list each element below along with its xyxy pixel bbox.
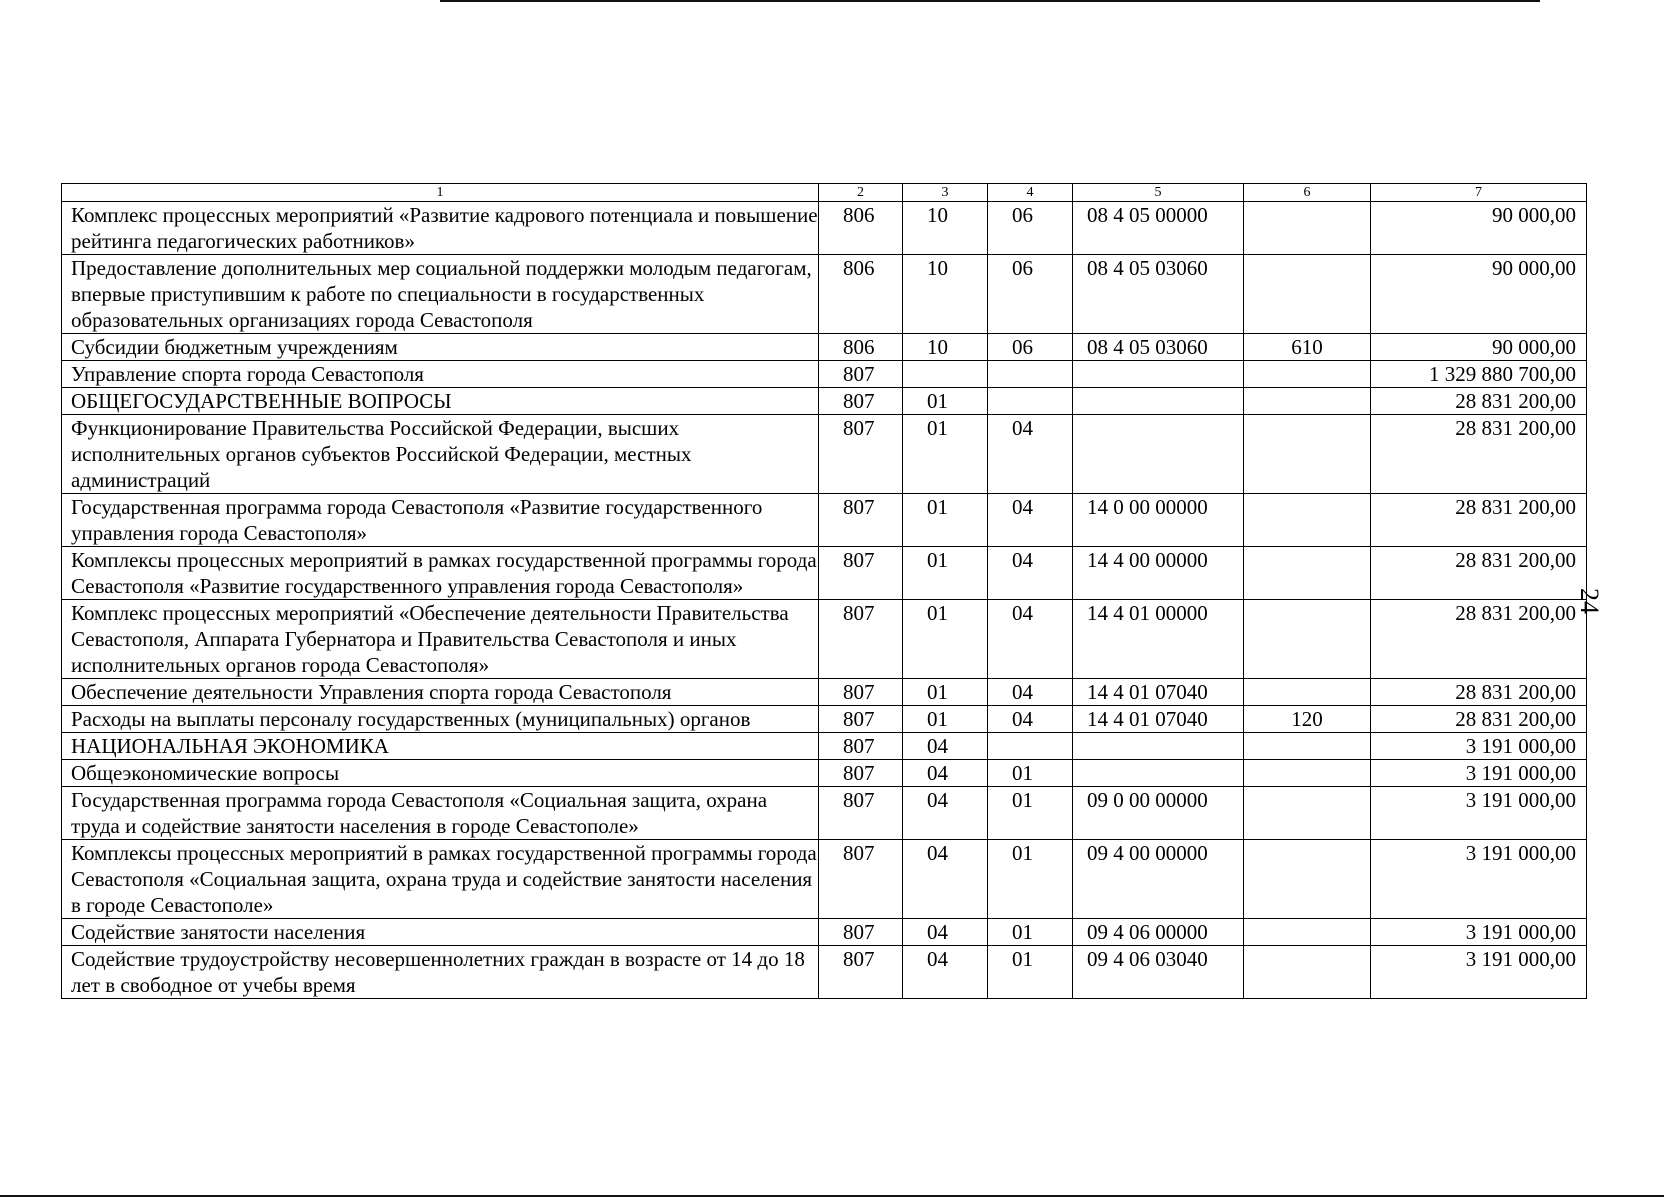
table-row: [62, 255, 1587, 334]
cell-col6: [1244, 202, 1371, 255]
cell-col3: 01: [903, 679, 988, 706]
header-row: [62, 184, 1587, 202]
cell-col5: [1073, 733, 1244, 760]
cell-col5: 14 4 00 00000: [1073, 547, 1244, 600]
cell-col5: 14 4 01 07040: [1073, 706, 1244, 733]
cell-col3: 04: [903, 760, 988, 787]
header-cell-2: 2: [819, 184, 903, 202]
cell-name: Общеэкономические вопросы: [62, 760, 819, 787]
cell-col5: [1073, 760, 1244, 787]
cell-col3: 04: [903, 733, 988, 760]
cell-col5: 08 4 05 03060: [1073, 334, 1244, 361]
table-row: [62, 361, 1587, 388]
cell-col7: 28 831 200,00: [1371, 600, 1587, 679]
cell-col5: 14 4 01 00000: [1073, 600, 1244, 679]
cell-name: Комплексы процессных мероприятий в рамках государственной программы города Севастополя «Развитие государственного управления города Севастополя»: [62, 547, 819, 600]
table-row: [62, 494, 1587, 547]
cell-col6: [1244, 600, 1371, 679]
cell-col2: 807: [819, 733, 903, 760]
cell-col2: 807: [819, 760, 903, 787]
cell-col7: 3 191 000,00: [1371, 946, 1587, 999]
cell-col5: [1073, 361, 1244, 388]
cell-col6: [1244, 361, 1371, 388]
cell-col7: 90 000,00: [1371, 202, 1587, 255]
cell-col2: 807: [819, 388, 903, 415]
cell-col3: 01: [903, 706, 988, 733]
cell-col6: [1244, 946, 1371, 999]
header-cell-6: 6: [1244, 184, 1371, 202]
cell-col6: [1244, 388, 1371, 415]
cell-col4: 06: [988, 202, 1073, 255]
cell-col3: 04: [903, 787, 988, 840]
cell-name: Расходы на выплаты персоналу государственных (муниципальных) органов: [62, 706, 819, 733]
cell-col2: 807: [819, 679, 903, 706]
cell-col7: 3 191 000,00: [1371, 760, 1587, 787]
table-row: [62, 760, 1587, 787]
table-row: [62, 600, 1587, 679]
cell-col6: 610: [1244, 334, 1371, 361]
cell-col2: 806: [819, 255, 903, 334]
cell-col2: 807: [819, 547, 903, 600]
cell-name: Комплекс процессных мероприятий «Обеспечение деятельности Правительства Севастополя, Аппарата Губернатора и Правительства Севастополя и иных исполнительных органов города Севастополя»: [62, 600, 819, 679]
scan-edge-top: [440, 0, 1540, 2]
cell-col5: 09 4 06 03040: [1073, 946, 1244, 999]
cell-col6: [1244, 255, 1371, 334]
cell-col7: 28 831 200,00: [1371, 415, 1587, 494]
cell-col2: 807: [819, 415, 903, 494]
cell-col4: 04: [988, 679, 1073, 706]
cell-col6: [1244, 733, 1371, 760]
cell-name: Субсидии бюджетным учреждениям: [62, 334, 819, 361]
cell-col3: 01: [903, 600, 988, 679]
cell-col6: [1244, 415, 1371, 494]
cell-col4: 04: [988, 706, 1073, 733]
cell-col7: 28 831 200,00: [1371, 706, 1587, 733]
table-row: [62, 202, 1587, 255]
cell-col7: 3 191 000,00: [1371, 919, 1587, 946]
scan-edge-bottom: [0, 1195, 1664, 1197]
cell-col6: [1244, 919, 1371, 946]
cell-name: Обеспечение деятельности Управления спорта города Севастополя: [62, 679, 819, 706]
cell-col2: 806: [819, 334, 903, 361]
table-row: [62, 415, 1587, 494]
cell-col4: 04: [988, 415, 1073, 494]
cell-col4: 01: [988, 840, 1073, 919]
cell-col5: 09 4 00 00000: [1073, 840, 1244, 919]
table-row: [62, 787, 1587, 840]
cell-col2: 806: [819, 202, 903, 255]
table-body: [62, 184, 1587, 999]
cell-col6: [1244, 787, 1371, 840]
page-number: 24: [1575, 588, 1604, 614]
table-row: [62, 388, 1587, 415]
cell-name: Содействие занятости населения: [62, 919, 819, 946]
cell-name: Комплексы процессных мероприятий в рамках государственной программы города Севастополя «Социальная защита, охрана труда и содействие занятости населения в городе Севастополе»: [62, 840, 819, 919]
cell-name: НАЦИОНАЛЬНАЯ ЭКОНОМИКА: [62, 733, 819, 760]
cell-col2: 807: [819, 494, 903, 547]
cell-col3: [903, 361, 988, 388]
table-row: [62, 733, 1587, 760]
table-row: [62, 919, 1587, 946]
cell-col5: 08 4 05 03060: [1073, 255, 1244, 334]
cell-col3: 04: [903, 840, 988, 919]
cell-col4: 01: [988, 787, 1073, 840]
cell-col2: 807: [819, 787, 903, 840]
cell-col5: 09 0 00 00000: [1073, 787, 1244, 840]
cell-col3: 01: [903, 494, 988, 547]
table-row: [62, 547, 1587, 600]
cell-name: Предоставление дополнительных мер социальной поддержки молодым педагогам, впервые приступившим к работе по специальности в государственных образовательных организациях города Севастополя: [62, 255, 819, 334]
cell-col2: 807: [819, 706, 903, 733]
cell-col3: 10: [903, 255, 988, 334]
cell-col6: [1244, 760, 1371, 787]
cell-col7: 1 329 880 700,00: [1371, 361, 1587, 388]
cell-col7: 3 191 000,00: [1371, 733, 1587, 760]
cell-col4: 06: [988, 334, 1073, 361]
header-cell-5: 5: [1073, 184, 1244, 202]
cell-col3: 10: [903, 334, 988, 361]
cell-col7: 28 831 200,00: [1371, 494, 1587, 547]
cell-name: Управление спорта города Севастополя: [62, 361, 819, 388]
cell-col4: [988, 361, 1073, 388]
cell-col5: 08 4 05 00000: [1073, 202, 1244, 255]
cell-col3: 04: [903, 919, 988, 946]
header-cell-7: 7: [1371, 184, 1587, 202]
cell-col3: 01: [903, 415, 988, 494]
budget-table: [61, 183, 1587, 999]
table-row: [62, 334, 1587, 361]
cell-col4: 04: [988, 494, 1073, 547]
cell-col4: 04: [988, 600, 1073, 679]
cell-col6: [1244, 547, 1371, 600]
cell-col4: 01: [988, 919, 1073, 946]
cell-name: Содействие трудоустройству несовершеннолетних граждан в возрасте от 14 до 18 лет в свободное от учебы время: [62, 946, 819, 999]
cell-col4: [988, 388, 1073, 415]
cell-name: Функционирование Правительства Российской Федерации, высших исполнительных органов субъектов Российской Федерации, местных администраций: [62, 415, 819, 494]
cell-name: ОБЩЕГОСУДАРСТВЕННЫЕ ВОПРОСЫ: [62, 388, 819, 415]
cell-col6: 120: [1244, 706, 1371, 733]
cell-col2: 807: [819, 946, 903, 999]
cell-col4: 06: [988, 255, 1073, 334]
cell-col6: [1244, 494, 1371, 547]
cell-col3: 01: [903, 547, 988, 600]
cell-col7: 3 191 000,00: [1371, 840, 1587, 919]
header-cell-4: 4: [988, 184, 1073, 202]
cell-col5: [1073, 415, 1244, 494]
cell-col7: 28 831 200,00: [1371, 547, 1587, 600]
cell-col5: 14 0 00 00000: [1073, 494, 1244, 547]
table-row: [62, 706, 1587, 733]
cell-col3: 10: [903, 202, 988, 255]
cell-name: Государственная программа города Севастополя «Развитие государственного управления города Севастополя»: [62, 494, 819, 547]
cell-col2: 807: [819, 840, 903, 919]
cell-name: Государственная программа города Севастополя «Социальная защита, охрана труда и содействие занятости населения в городе Севастополе»: [62, 787, 819, 840]
cell-col7: 28 831 200,00: [1371, 388, 1587, 415]
table-row: [62, 946, 1587, 999]
cell-col3: 01: [903, 388, 988, 415]
cell-col4: 01: [988, 946, 1073, 999]
header-cell-1: 1: [62, 184, 819, 202]
cell-col7: 90 000,00: [1371, 255, 1587, 334]
cell-col2: 807: [819, 600, 903, 679]
cell-col7: 28 831 200,00: [1371, 679, 1587, 706]
cell-col6: [1244, 679, 1371, 706]
cell-col2: 807: [819, 361, 903, 388]
table-row: [62, 840, 1587, 919]
cell-col7: 3 191 000,00: [1371, 787, 1587, 840]
cell-col3: 04: [903, 946, 988, 999]
cell-col5: 09 4 06 00000: [1073, 919, 1244, 946]
cell-col2: 807: [819, 919, 903, 946]
cell-col6: [1244, 840, 1371, 919]
cell-col7: 90 000,00: [1371, 334, 1587, 361]
table-row: [62, 679, 1587, 706]
header-cell-3: 3: [903, 184, 988, 202]
cell-col4: [988, 733, 1073, 760]
cell-name: Комплекс процессных мероприятий «Развитие кадрового потенциала и повышение рейтинга педагогических работников»: [62, 202, 819, 255]
cell-col4: 01: [988, 760, 1073, 787]
cell-col5: 14 4 01 07040: [1073, 679, 1244, 706]
cell-col4: 04: [988, 547, 1073, 600]
cell-col5: [1073, 388, 1244, 415]
